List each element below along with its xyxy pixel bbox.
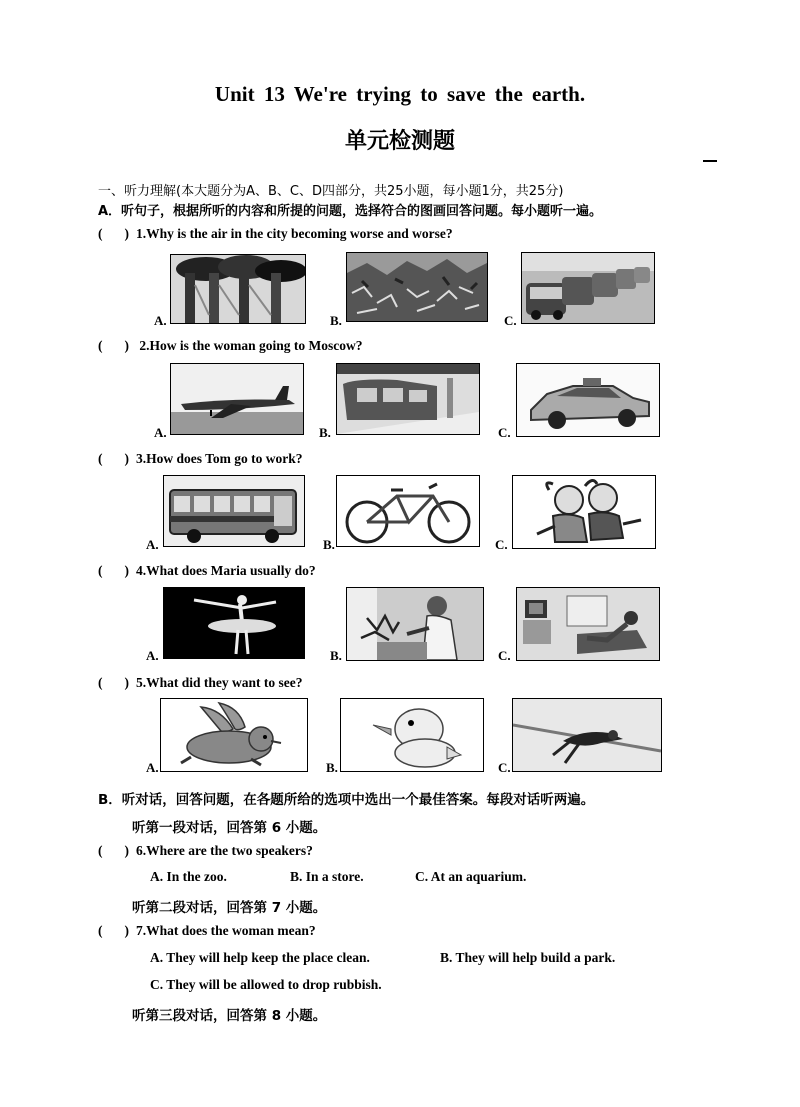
question-6-text: 6.Where are the two speakers?: [136, 843, 313, 858]
q2-label-a: A.: [154, 425, 167, 440]
q2-label-b: B.: [319, 425, 331, 440]
q6-option-c[interactable]: C. At an aquarium.: [415, 869, 527, 884]
q5-picture-c[interactable]: [512, 698, 662, 772]
q1-label-b: B.: [330, 313, 342, 328]
q6-option-b[interactable]: B. In a store.: [290, 869, 364, 884]
q2-picture-b[interactable]: [336, 363, 480, 435]
question-4: ( ) 4.What does Maria usually do?: [98, 563, 316, 578]
subway-train-icon: [337, 364, 479, 434]
q1-picture-c[interactable]: [521, 252, 655, 324]
q3-picture-a[interactable]: [163, 475, 305, 547]
duck-icon: [341, 699, 483, 771]
question-2-text: 2.How is the woman going to Moscow?: [136, 338, 363, 353]
section-1-heading: 一、听力理解(本大题分为A、B、C、D四部分，共25小题，每小题1分，共25分): [98, 184, 564, 199]
q2-label-c: C.: [498, 425, 511, 440]
q2-picture-c[interactable]: [516, 363, 660, 437]
q1-label-a: A.: [154, 313, 167, 328]
q5-picture-a[interactable]: [160, 698, 308, 772]
q4-label-a: A.: [146, 648, 159, 663]
dialog-3-instruction: 听第三段对话，回答第 8 小题。: [132, 1008, 327, 1024]
q3-picture-b[interactable]: [336, 475, 480, 547]
page-title: Unit 13 We're trying to save the earth.: [214, 82, 586, 106]
question-3: ( ) 3.How does Tom go to work?: [98, 451, 303, 466]
q3-label-a: A.: [146, 537, 159, 552]
part-a-instruction: A．听句子，根据所听的内容和所提的问题，选择符合的图画回答问题。每小题听一遍。: [98, 204, 603, 219]
q6-option-a[interactable]: A. In the zoo.: [150, 869, 227, 884]
dialog-1-instruction: 听第一段对话，回答第 6 小题。: [132, 820, 327, 836]
question-5-text: 5.What did they want to see?: [136, 675, 303, 690]
q1-label-c: C.: [504, 313, 517, 328]
q2-picture-a[interactable]: [170, 363, 304, 435]
smoking-chimneys-icon: [171, 255, 305, 323]
question-2: ( ) 2.How is the woman going to Moscow?: [98, 338, 363, 353]
woman-watching-tv-icon: [517, 588, 659, 660]
q7-option-c[interactable]: C. They will be allowed to drop rubbish.: [150, 977, 382, 992]
children-walking-icon: [513, 476, 655, 548]
q3-label-c: C.: [495, 537, 508, 552]
question-6: ( ) 6.Where are the two speakers?: [98, 843, 313, 858]
garbage-pile-icon: [347, 253, 487, 321]
q5-label-a: A.: [146, 760, 159, 775]
part-b-instruction: B．听对话，回答问题，在各题所给的选项中选出一个最佳答案。每段对话听两遍。: [98, 792, 595, 808]
q5-label-b: B.: [326, 760, 338, 775]
question-4-text: 4.What does Maria usually do?: [136, 563, 316, 578]
bus-icon: [164, 476, 304, 546]
q1-picture-b[interactable]: [346, 252, 488, 322]
q4-label-c: C.: [498, 648, 511, 663]
question-7-text: 7.What does the woman mean?: [136, 923, 316, 938]
q1-picture-a[interactable]: [170, 254, 306, 324]
traffic-jam-icon: [522, 253, 654, 323]
q7-option-a[interactable]: A. They will help keep the place clean.: [150, 950, 370, 965]
question-7: ( ) 7.What does the woman mean?: [98, 923, 316, 938]
page-dash: [703, 160, 717, 162]
airplane-icon: [171, 364, 303, 434]
woman-gardening-icon: [347, 588, 483, 660]
q3-picture-c[interactable]: [512, 475, 656, 549]
dialog-2-instruction: 听第二段对话，回答第 7 小题。: [132, 900, 327, 916]
question-3-text: 3.How does Tom go to work?: [136, 451, 303, 466]
question-5: ( ) 5.What did they want to see?: [98, 675, 303, 690]
q7-option-b[interactable]: B. They will help build a park.: [440, 950, 616, 965]
q4-label-b: B.: [330, 648, 342, 663]
page-subtitle: 单元检测题: [344, 129, 455, 154]
bird-icon: [513, 699, 661, 771]
bicycle-icon: [337, 476, 479, 546]
rabbit-icon: [161, 699, 307, 771]
q4-picture-a[interactable]: [163, 587, 305, 659]
ballet-dancer-icon: [164, 588, 304, 658]
question-1-text: 1.Why is the air in the city becoming worse and worse?: [136, 226, 453, 241]
question-1: ( ) 1.Why is the air in the city becoming worse and worse?: [98, 226, 453, 241]
q4-picture-b[interactable]: [346, 587, 484, 661]
q3-label-b: B.: [323, 537, 335, 552]
taxi-icon: [517, 364, 659, 436]
q4-picture-c[interactable]: [516, 587, 660, 661]
q5-picture-b[interactable]: [340, 698, 484, 772]
q5-label-c: C.: [498, 760, 511, 775]
